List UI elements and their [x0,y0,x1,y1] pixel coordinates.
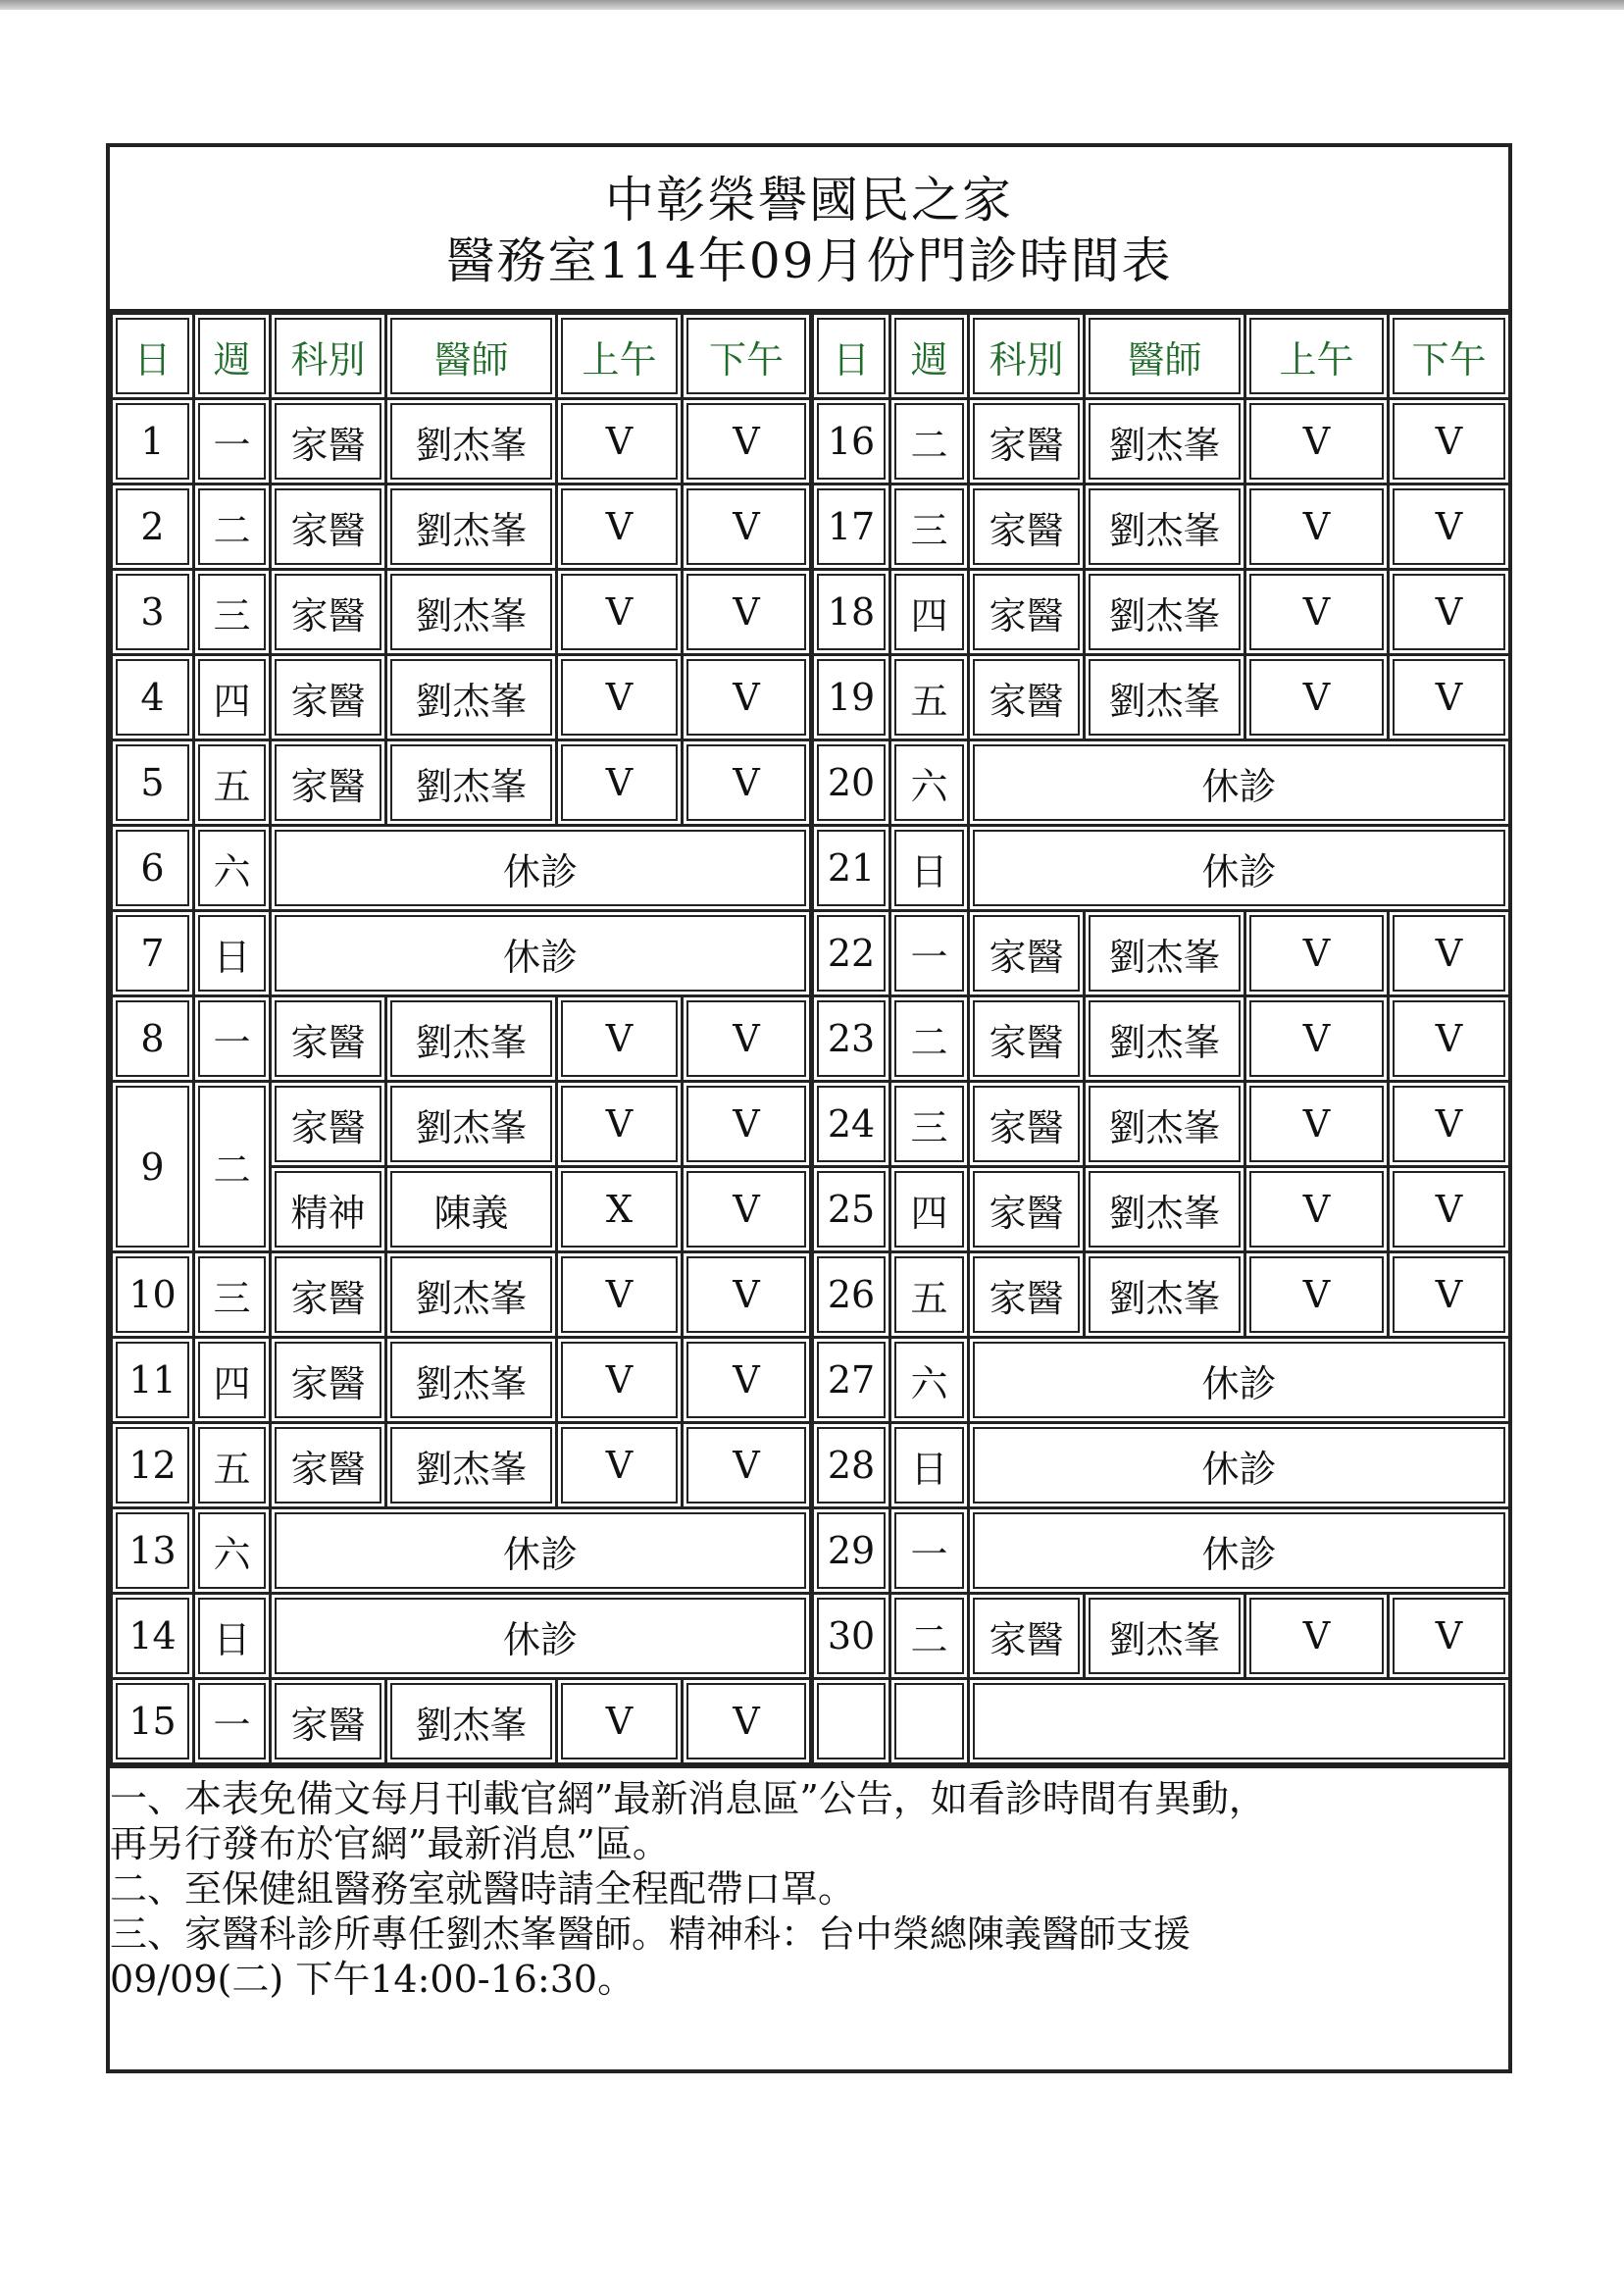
weekday-cell: 四 [194,1338,271,1423]
dept-cell: 家醫 [969,399,1085,484]
day-cell: 22 [812,911,890,996]
weekday-cell: 五 [890,655,969,740]
day-cell: 3 [112,570,194,655]
dept-cell: 家醫 [969,570,1085,655]
table-row [112,826,1510,911]
dept-cell: 家醫 [271,1252,386,1338]
weekday-cell: 六 [194,1508,271,1594]
dept-cell: 家醫 [271,1679,386,1764]
dept-cell: 家醫 [969,911,1085,996]
day-cell: 10 [112,1252,194,1338]
dept-cell: 家醫 [271,399,386,484]
day-cell: 20 [812,740,890,826]
weekday-cell: 一 [890,1508,969,1594]
table-row [112,484,1510,570]
day-cell: 1 [112,399,194,484]
table-row [112,1167,1510,1252]
pm-cell: V [683,655,812,740]
dept-cell: 家醫 [969,996,1085,1082]
doctor-cell: 劉杰峯 [386,1423,557,1508]
notes-section [110,1765,1508,2002]
doctor-cell: 劉杰峯 [1085,655,1245,740]
day-cell: 29 [812,1508,890,1594]
day-cell: 24 [812,1082,890,1167]
day-cell: 26 [812,1252,890,1338]
dept-cell: 家醫 [969,655,1085,740]
weekday-cell: 五 [194,740,271,826]
pm-cell: V [683,1082,812,1167]
pm-cell: V [683,740,812,826]
day-cell: 16 [812,399,890,484]
scan-edge [0,0,1624,10]
am-cell: V [1245,1082,1389,1167]
day-cell: 17 [812,484,890,570]
doctor-cell: 劉杰峯 [386,996,557,1082]
day-cell: 4 [112,655,194,740]
day-cell: 6 [112,826,194,911]
doctor-cell: 劉杰峯 [386,399,557,484]
note-line: 09/09(二) 下午14:00-16:30。 [110,1958,635,2001]
day-cell: 13 [112,1508,194,1594]
table-row [112,740,1510,826]
pm-cell: V [683,1167,812,1252]
day-cell: 7 [112,911,194,996]
doctor-cell: 劉杰峯 [1085,911,1245,996]
doctor-cell: 劉杰峯 [386,1679,557,1764]
pm-cell: V [1389,1082,1510,1167]
pm-cell: V [683,1252,812,1338]
am-cell: V [557,1423,683,1508]
doctor-cell: 劉杰峯 [1085,484,1245,570]
closed-cell: 休診 [271,826,812,911]
table-row [112,655,1510,740]
dept-cell: 家醫 [969,1167,1085,1252]
am-cell: V [557,1082,683,1167]
table-header-row [112,314,1510,399]
doctor-cell: 劉杰峯 [386,1082,557,1167]
weekday-cell: 日 [890,1423,969,1508]
header-am: 上午 [1245,314,1389,399]
day-cell: 9 [112,1082,194,1252]
note-line: 二、至保健組醫務室就醫時請全程配帶口罩。 [110,1867,856,1911]
day-cell: 21 [812,826,890,911]
empty-cell [890,1679,969,1764]
closed-cell: 休診 [969,826,1510,911]
am-cell: V [557,740,683,826]
weekday-cell: 三 [890,484,969,570]
title-schedule: 醫務室114年09月份門診時間表 [445,232,1173,289]
closed-cell: 休診 [969,740,1510,826]
table-row [112,570,1510,655]
am-cell: V [1245,996,1389,1082]
header-dept: 科別 [969,314,1085,399]
table-row [112,911,1510,996]
pm-cell: V [683,570,812,655]
closed-cell: 休診 [969,1423,1510,1508]
table-row [112,1508,1510,1594]
pm-cell: V [683,1679,812,1764]
dept-cell: 家醫 [271,655,386,740]
day-cell: 8 [112,996,194,1082]
am-cell: V [1245,570,1389,655]
title-organization: 中彰榮譽國民之家 [605,172,1013,229]
pm-cell: V [1389,911,1510,996]
pm-cell: V [683,484,812,570]
dept-cell: 家醫 [271,1338,386,1423]
dept-cell: 家醫 [271,996,386,1082]
day-cell: 12 [112,1423,194,1508]
table-row [112,1679,1510,1764]
dept-cell: 家醫 [271,570,386,655]
dept-cell: 家醫 [271,1082,386,1167]
header-am: 上午 [557,314,683,399]
am-cell: V [1245,655,1389,740]
weekday-cell: 二 [890,996,969,1082]
doctor-cell: 劉杰峯 [1085,1594,1245,1679]
dept-cell: 家醫 [969,484,1085,570]
table-row [112,1423,1510,1508]
day-cell: 23 [812,996,890,1082]
weekday-cell: 日 [890,826,969,911]
doctor-cell: 劉杰峯 [1085,399,1245,484]
am-cell: V [1245,1252,1389,1338]
pm-cell: V [1389,1594,1510,1679]
empty-cell [812,1679,890,1764]
note-line: 再另行發布於官網”最新消息”區。 [110,1822,670,1865]
weekday-cell: 二 [194,1082,271,1252]
am-cell: V [557,1252,683,1338]
table-row [112,1082,1510,1167]
doctor-cell: 劉杰峯 [1085,1167,1245,1252]
dept-cell: 家醫 [969,1594,1085,1679]
pm-cell: V [1389,996,1510,1082]
am-cell: V [557,996,683,1082]
am-cell: V [557,1679,683,1764]
day-cell: 30 [812,1594,890,1679]
weekday-cell: 一 [194,996,271,1082]
weekday-cell: 六 [890,1338,969,1423]
weekday-cell: 六 [194,826,271,911]
header-pm: 下午 [683,314,812,399]
header-day: 日 [812,314,890,399]
doctor-cell: 劉杰峯 [1085,996,1245,1082]
header-dept: 科別 [271,314,386,399]
schedule-document [106,143,1512,2073]
weekday-cell: 三 [194,1252,271,1338]
table-row [112,1252,1510,1338]
am-cell: V [1245,399,1389,484]
weekday-cell: 日 [194,1594,271,1679]
day-cell: 14 [112,1594,194,1679]
table-row [112,1594,1510,1679]
weekday-cell: 二 [890,1594,969,1679]
dept-cell: 家醫 [969,1252,1085,1338]
doctor-cell: 劉杰峯 [386,1338,557,1423]
am-cell: V [557,570,683,655]
header-doctor: 醫師 [1085,314,1245,399]
doctor-cell: 劉杰峯 [386,740,557,826]
weekday-cell: 一 [194,399,271,484]
weekday-cell: 二 [194,484,271,570]
pm-cell: V [683,996,812,1082]
day-cell: 27 [812,1338,890,1423]
am-cell: V [1245,484,1389,570]
day-cell: 28 [812,1423,890,1508]
am-cell: V [557,484,683,570]
note-line: 三、家醫科診所專任劉杰峯醫師。精神科：台中榮總陳義醫師支援 [110,1912,1192,1956]
header-doctor: 醫師 [386,314,557,399]
pm-cell: V [1389,655,1510,740]
dept-cell: 家醫 [271,484,386,570]
day-cell: 19 [812,655,890,740]
weekday-cell: 四 [890,1167,969,1252]
dept-cell: 家醫 [969,1082,1085,1167]
pm-cell: V [1389,399,1510,484]
day-cell: 15 [112,1679,194,1764]
doctor-cell: 劉杰峯 [386,1252,557,1338]
pm-cell: V [683,1338,812,1423]
am-cell: V [1245,1594,1389,1679]
pm-cell: V [1389,484,1510,570]
day-cell: 18 [812,570,890,655]
dept-cell: 家醫 [271,740,386,826]
weekday-cell: 二 [890,399,969,484]
weekday-cell: 五 [194,1423,271,1508]
closed-cell: 休診 [271,1508,812,1594]
weekday-cell: 四 [194,655,271,740]
weekday-cell: 五 [890,1252,969,1338]
pm-cell: V [1389,1252,1510,1338]
weekday-cell: 日 [194,911,271,996]
pm-cell: V [683,1423,812,1508]
day-cell: 2 [112,484,194,570]
am-cell: V [1245,1167,1389,1252]
table-row [112,1338,1510,1423]
day-cell: 11 [112,1338,194,1423]
empty-cell [969,1679,1510,1764]
closed-cell: 休診 [271,1594,812,1679]
header-week: 週 [890,314,969,399]
doctor-cell: 劉杰峯 [386,484,557,570]
dept-cell: 精神 [271,1167,386,1252]
am-cell: V [557,399,683,484]
doctor-cell: 劉杰峯 [1085,1252,1245,1338]
weekday-cell: 六 [890,740,969,826]
closed-cell: 休診 [969,1508,1510,1594]
header-pm: 下午 [1389,314,1510,399]
am-cell: X [557,1167,683,1252]
weekday-cell: 四 [890,570,969,655]
dept-cell: 家醫 [271,1423,386,1508]
doctor-cell: 劉杰峯 [1085,1082,1245,1167]
note-line: 一、本表免備文每月刊載官網”最新消息區”公告，如看診時間有異動， [110,1777,1266,1820]
weekday-cell: 三 [890,1082,969,1167]
am-cell: V [557,1338,683,1423]
clinic-schedule-table [110,312,1511,1765]
doctor-cell: 劉杰峯 [1085,570,1245,655]
am-cell: V [1245,911,1389,996]
header-week: 週 [194,314,271,399]
weekday-cell: 三 [194,570,271,655]
day-cell: 5 [112,740,194,826]
table-row [112,399,1510,484]
header-day: 日 [112,314,194,399]
table-row [112,996,1510,1082]
pm-cell: V [1389,1167,1510,1252]
day-cell: 25 [812,1167,890,1252]
closed-cell: 休診 [271,911,812,996]
pm-cell: V [1389,570,1510,655]
am-cell: V [557,655,683,740]
weekday-cell: 一 [194,1679,271,1764]
weekday-cell: 一 [890,911,969,996]
title-block [110,147,1508,312]
pm-cell: V [683,399,812,484]
doctor-cell: 陳義 [386,1167,557,1252]
closed-cell: 休診 [969,1338,1510,1423]
doctor-cell: 劉杰峯 [386,655,557,740]
doctor-cell: 劉杰峯 [386,570,557,655]
